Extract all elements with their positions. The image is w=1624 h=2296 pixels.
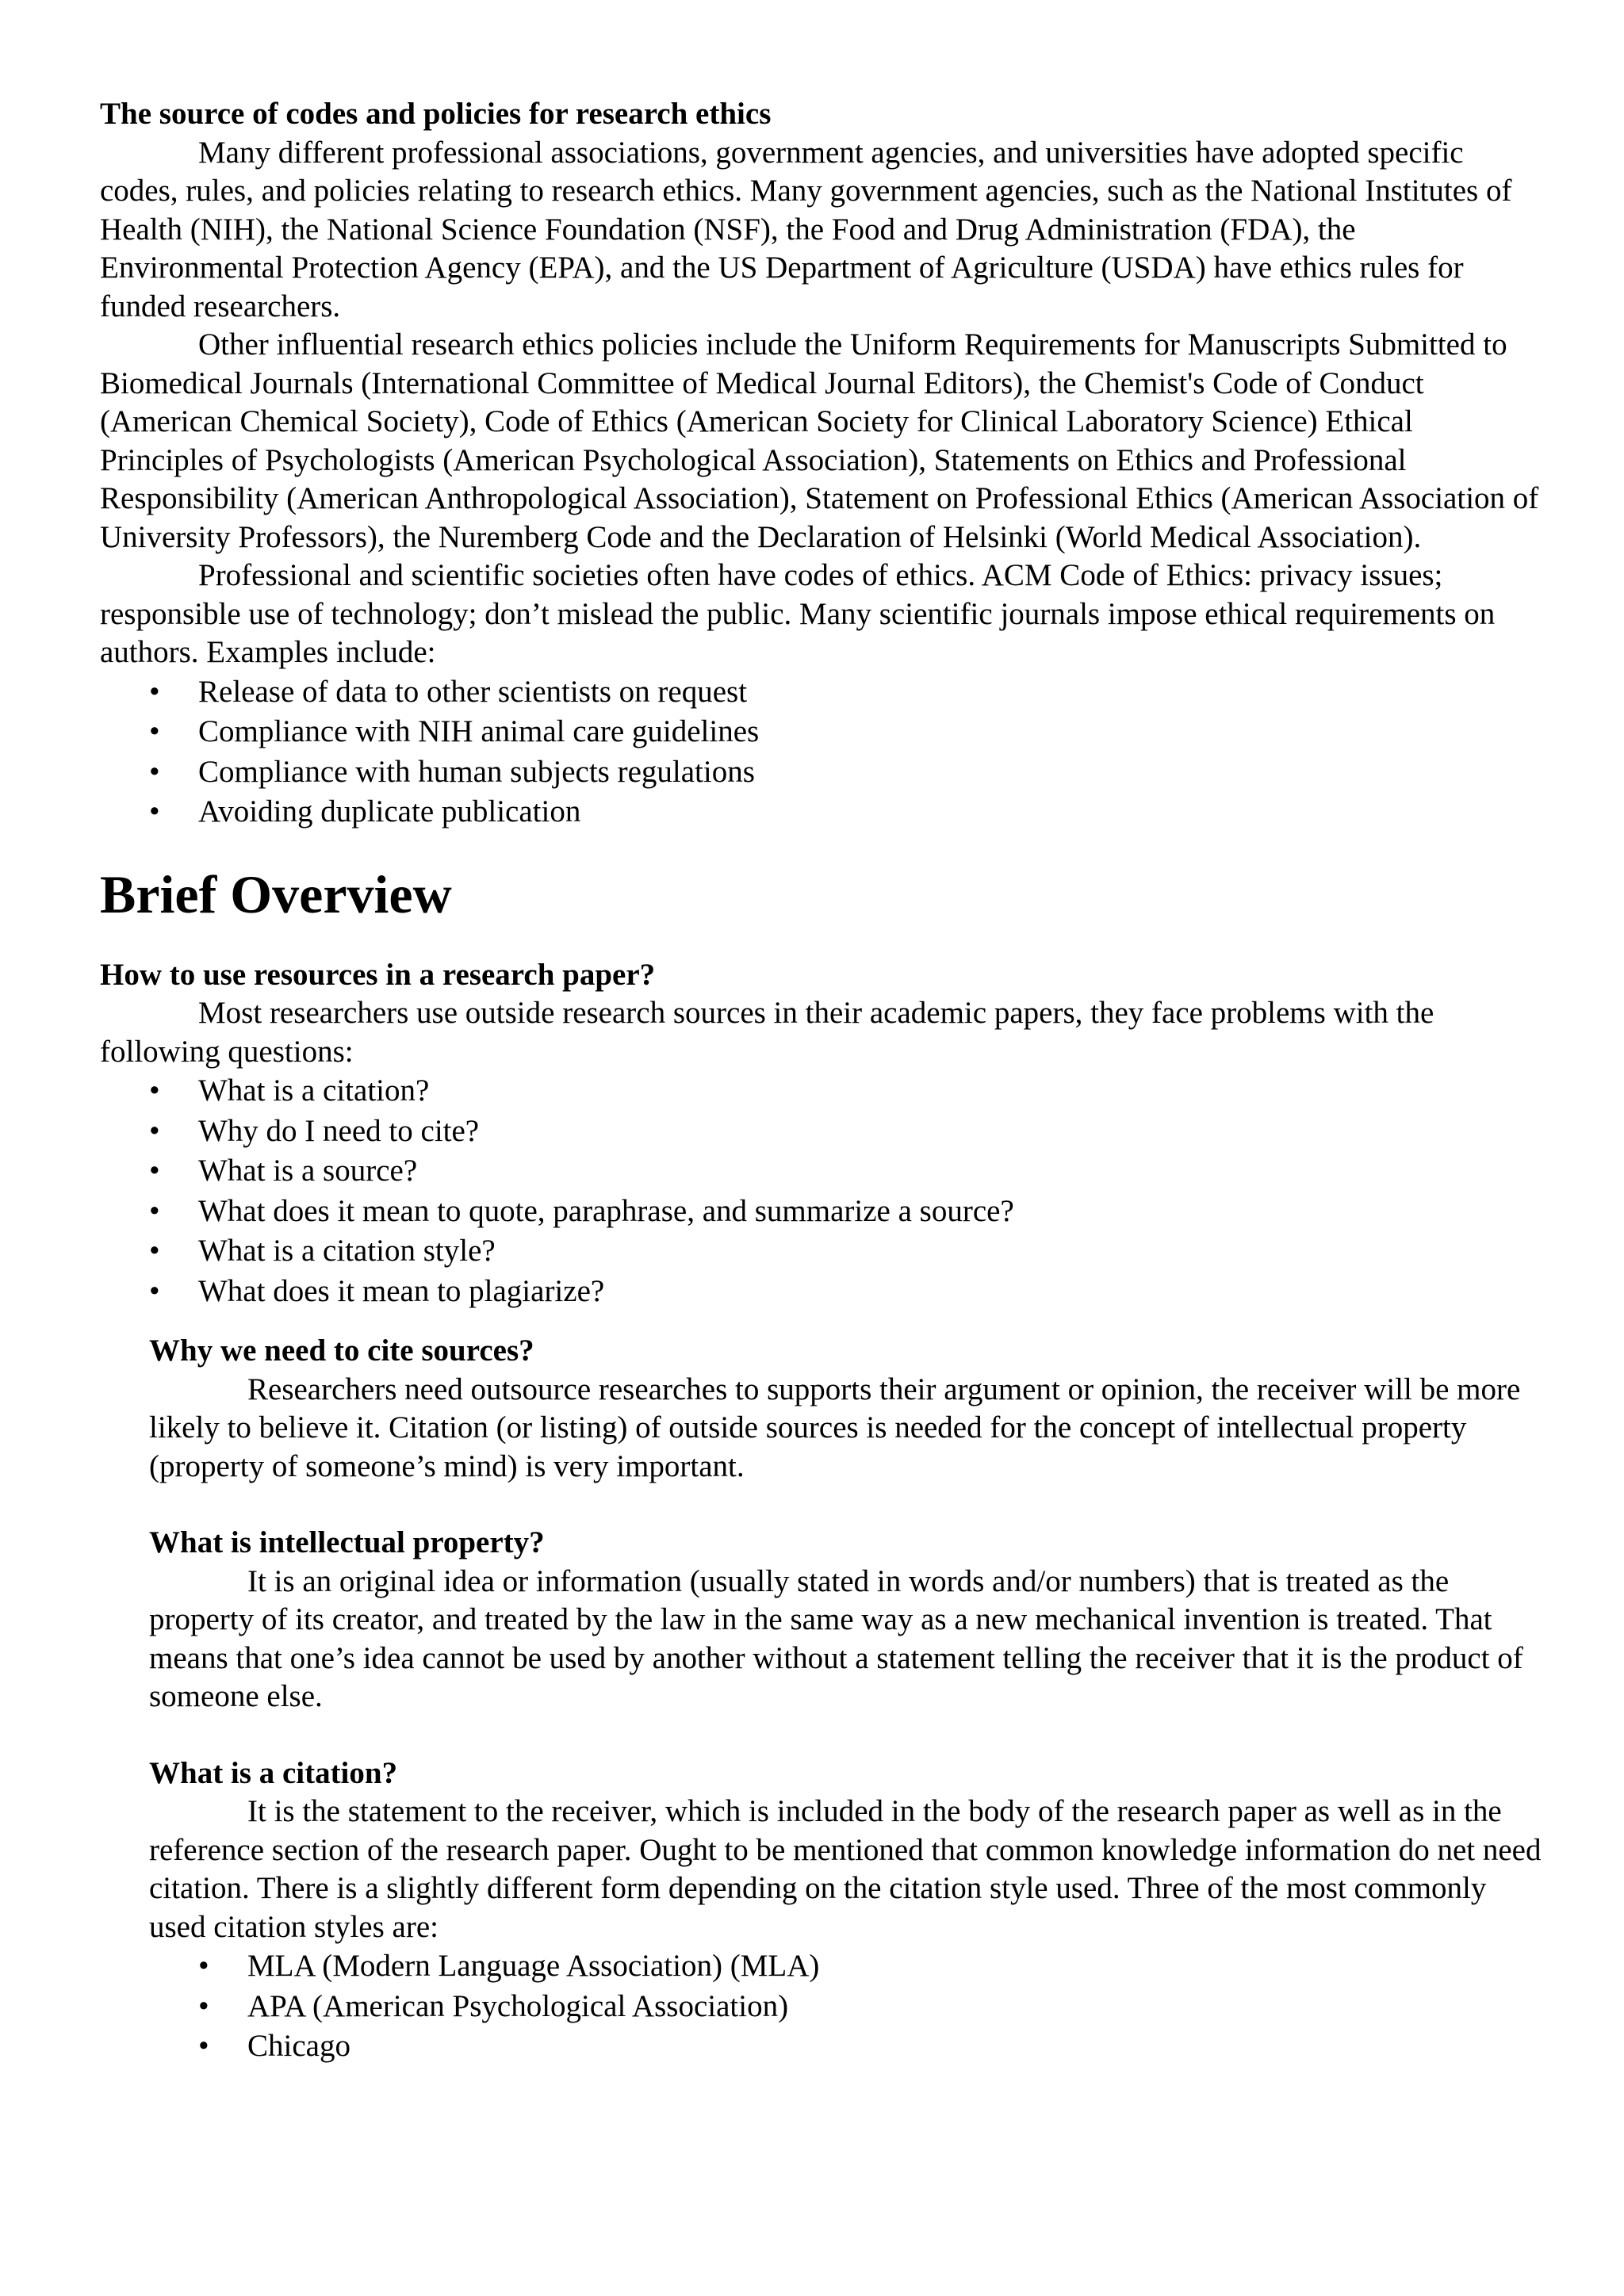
section-heading-how-to-use-resources: How to use resources in a research paper? [100,957,656,992]
list-item: • What is a source? [100,1151,1543,1192]
list-item: • What is a citation? [100,1071,1543,1112]
citation-styles-list [149,1946,1543,2067]
list-item: • MLA (Modern Language Association) (MLA) [149,1946,1543,1987]
list-item: • APA (American Psychological Association) [149,1987,1543,2027]
document-page [100,95,1543,2067]
list-item: • What does it mean to quote, paraphrase, and summarize a source? [100,1192,1543,1232]
paragraph: Most researchers use outside research sources in their academic papers, they face problems with the following questions: [100,996,1434,1069]
paragraph: It is an original idea or information (usually stated in words and/or numbers) that is treated as the property of its creator, and treated by the law in the same way as a new mechanical invention is treated. That means that one’s idea cannot be used by another without a statement telling the receiver that it is the product of someone else. [149,1563,1523,1713]
ethics-requirements-list [100,672,1543,832]
spacer [149,1486,1543,1524]
paragraph: Professional and scientific societies often have codes of ethics. ACM Code of Ethics: privacy issues; responsible use of technology; don’t mislead the public. Many scientific journals impose ethical requirements on authors. Examples include: [100,558,1496,669]
paragraph: It is the statement to the receiver, which is included in the body of the research paper as well as in the reference section of the research paper. Ought to be mentioned that common knowledge information do net need citation. There is a slightly different form depending on the citation style used. Three of the most commonly used citation styles are: [149,1794,1542,1944]
page-title-brief-overview: Brief Overview [100,863,452,924]
section-heading-intellectual-property: What is intellectual property? [149,1525,545,1559]
section-heading-what-is-citation: What is a citation? [149,1755,398,1790]
list-item: • Avoiding duplicate publication [100,792,1543,832]
list-item: • Compliance with human subjects regulations [100,752,1543,793]
list-item: • Chicago [149,2026,1543,2067]
section-heading-research-ethics-sources: The source of codes and policies for research ethics [100,97,772,131]
paragraph: Many different professional associations, government agencies, and universities have adopted specific codes, rules, and policies relating to research ethics. Many government agencies, such as the National Institutes of Health (NIH), the National Science Foundation (NSF), the Food and Drug Administration (FDA), the Environmental Protection Agency (EPA), and the US Department of Agriculture (USDA) have ethics rules for funded researchers. [100,135,1512,323]
indented-section [149,1332,1543,2067]
paragraph: Researchers need outsource researches to supports their argument or opinion, the receiver will be more likely to believe it. Citation (or listing) of outside sources is needed for the concept of intellectual property (property of someone’s mind) is very important. [149,1372,1521,1483]
list-item: • Why do I need to cite? [100,1112,1543,1152]
list-item: • Release of data to other scientists on request [100,672,1543,713]
questions-list [100,1071,1543,1311]
paragraph: Other influential research ethics policies include the Uniform Requirements for Manuscripts Submitted to Biomedical Journals (International Committee of Medical Journal Editors), the Chemist's Code of Conduct (American Chemical Society), Code of Ethics (American Society for Clinical Laboratory Science) Ethical Principles of Psychologists (American Psychological Association), Statements on Ethics and Professional Responsibility (American Anthropological Association), Statement on Professional Ethics (American Association of University Professors), the Nuremberg Code and the Declaration of Helsinki (World Medical Association). [100,327,1539,554]
section-heading-why-cite: Why we need to cite sources? [149,1334,534,1368]
list-item: • What does it mean to plagiarize? [100,1272,1543,1312]
list-item: • What is a citation style? [100,1231,1543,1272]
list-item: • Compliance with NIH animal care guidelines [100,712,1543,752]
spacer [149,1716,1543,1755]
